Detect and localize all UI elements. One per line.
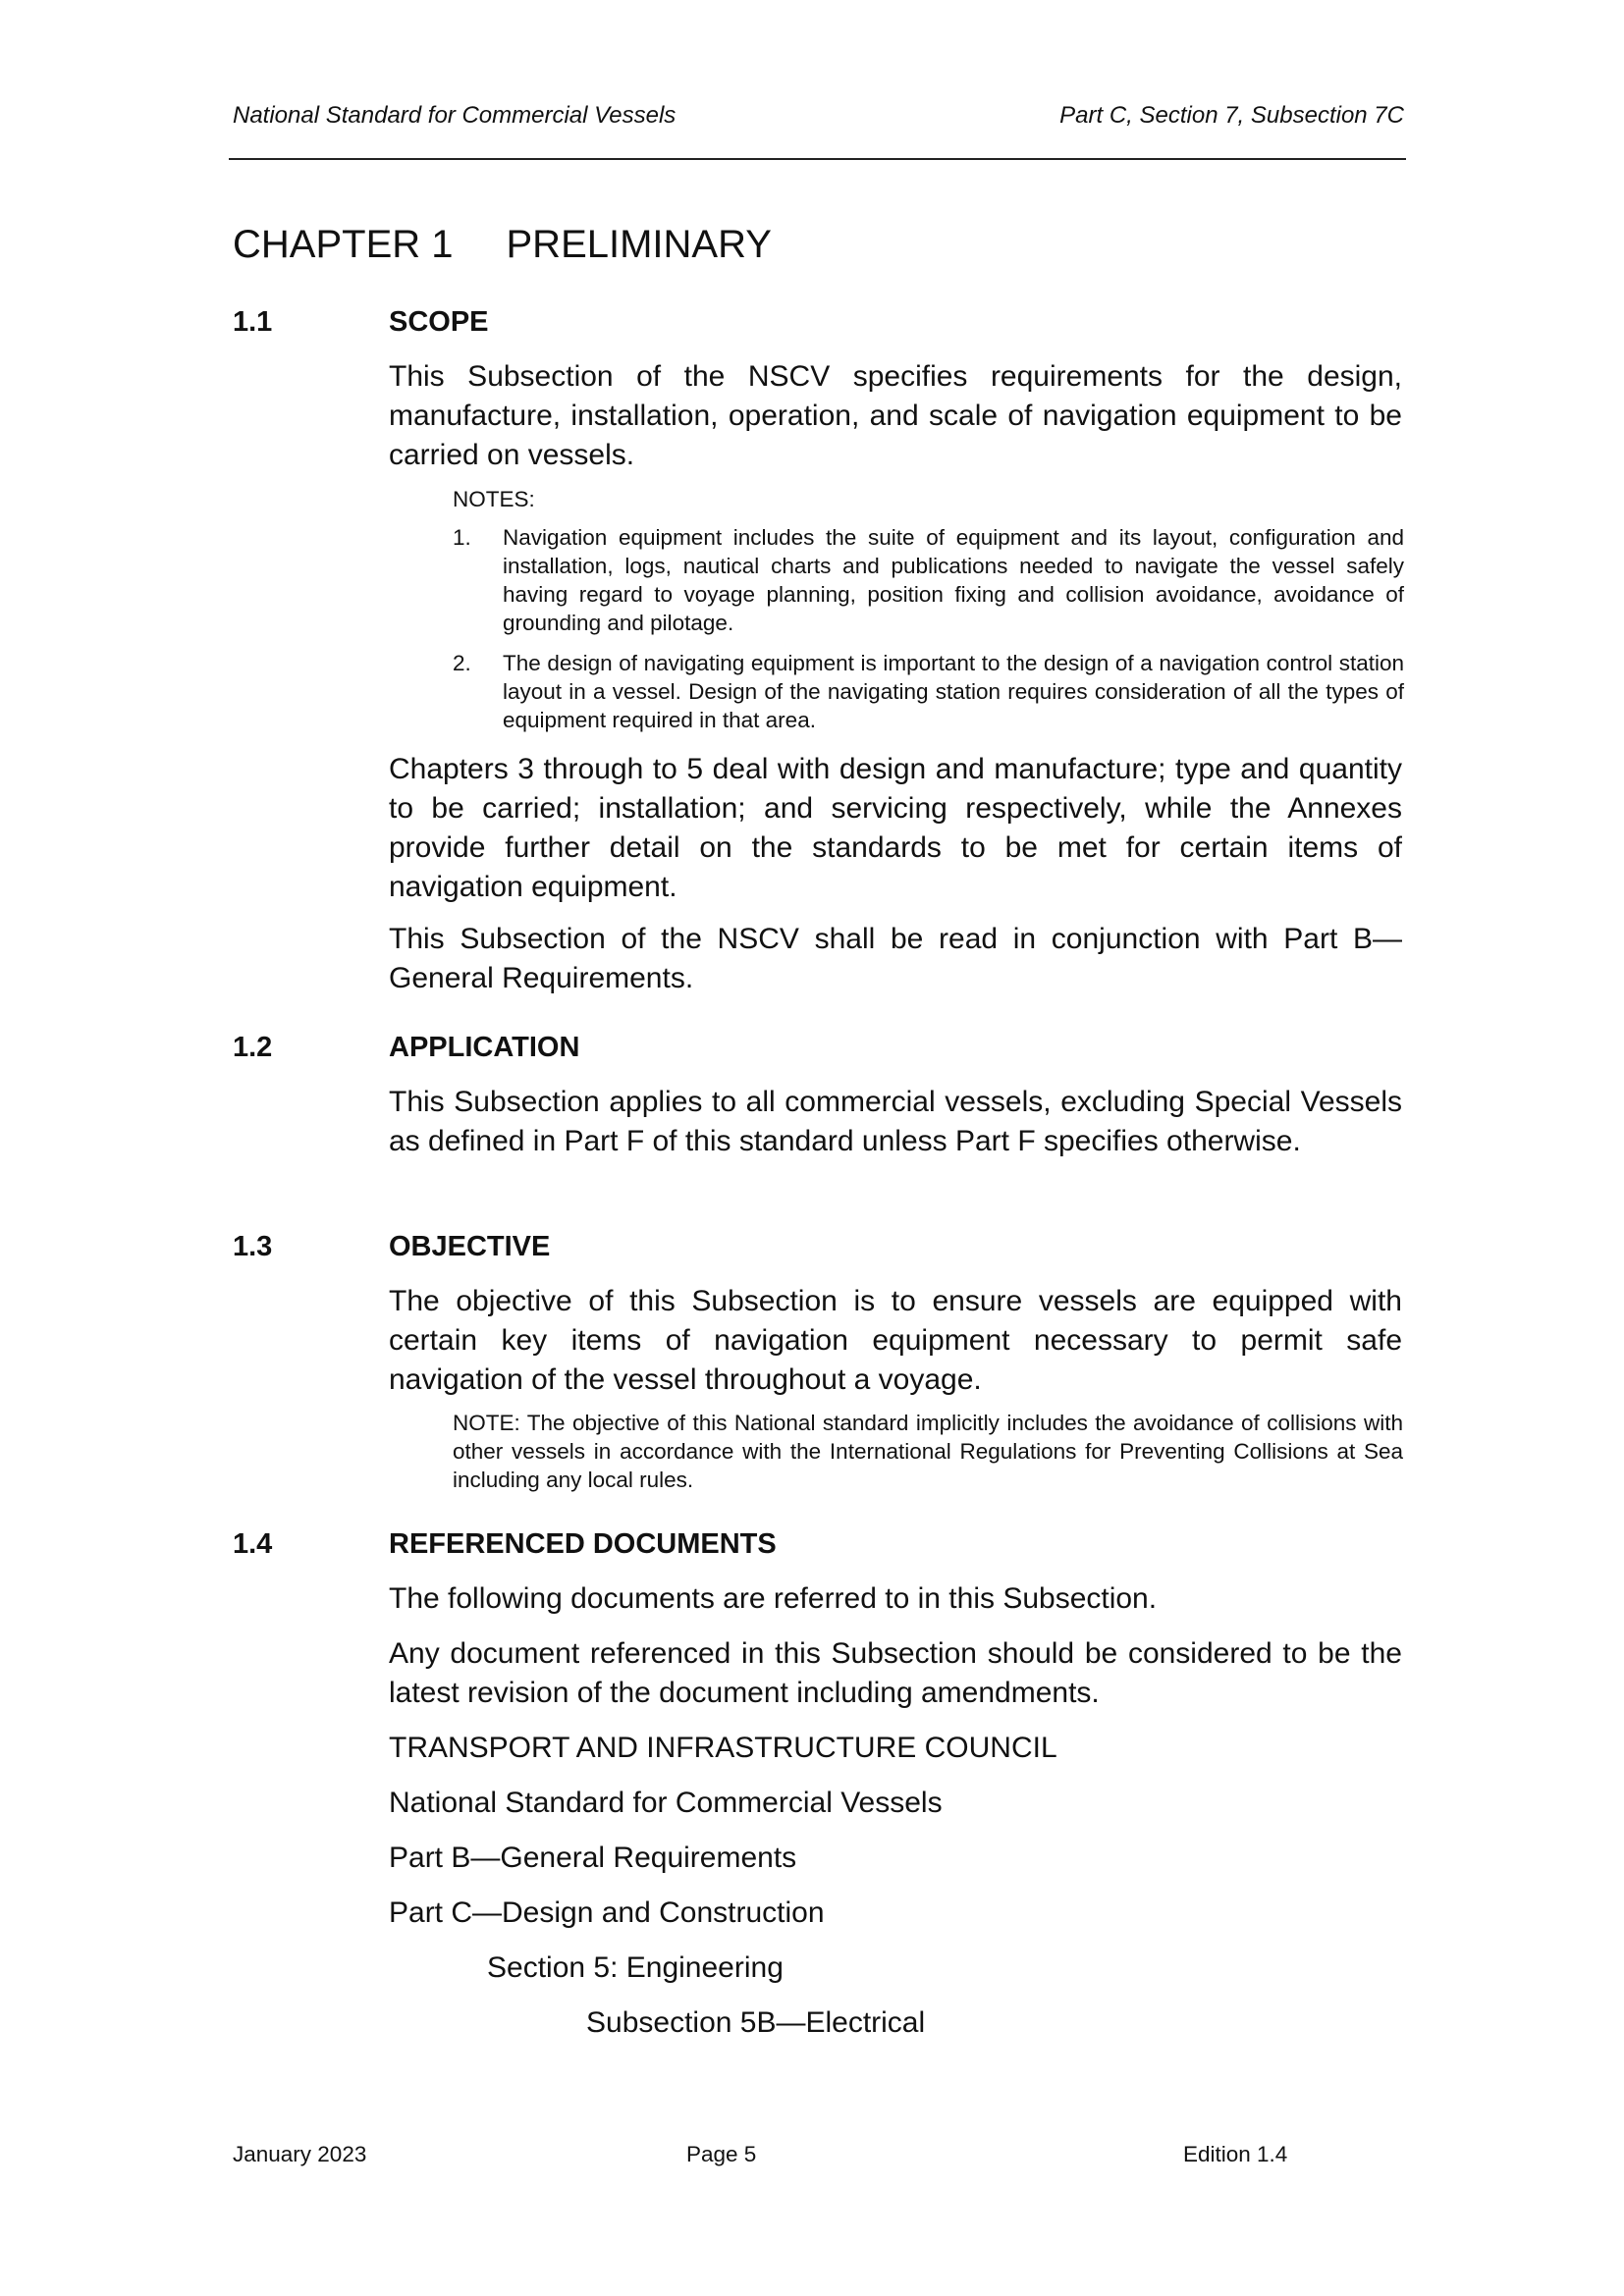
objective-paragraph: The objective of this Subsection is to ensure vessels are equipped with certain key items of navigation equipment necessary to permit safe navigation of the vessel throughout a voyage. [389,1285,1402,1396]
footer-date: January 2023 [233,2142,367,2166]
referenced-intro-paragraph: The following documents are referred to in this Subsection. [389,1582,1158,1615]
section-title: SCOPE [389,306,489,338]
scope-paragraph: This Subsection of the NSCV specifies requirements for the design, manufacture, installation, operation, and scale of navigation equipment to be carried on vessels. [389,360,1402,471]
section-number: 1.3 [233,1231,273,1262]
note-number: 1. [453,525,471,550]
application-paragraph: This Subsection applies to all commercial vessels, excluding Special Vessels as defined in Part F of this standard unless Part F specifies otherwise. [389,1086,1402,1157]
section-title: APPLICATION [389,1032,580,1063]
header-rule [229,158,1406,160]
scope-chapters-paragraph: Chapters 3 through to 5 deal with design and manufacture; type and quantity to be carried; installation; and servicing respectively, while the Annexes provide further detail on the standards to be met for certain items of navigation equipment. [389,753,1402,903]
reference-item: Subsection 5B—Electrical [586,2006,926,2039]
reference-item: Part B—General Requirements [389,1842,797,1874]
reference-item: TRANSPORT AND INFRASTRUCTURE COUNCIL [389,1732,1057,1764]
section-number: 1.1 [233,306,273,338]
chapter-heading [233,223,772,267]
chapter-title: PRELIMINARY [506,223,772,266]
section-number: 1.4 [233,1528,273,1560]
reference-item: Part C—Design and Construction [389,1896,825,1929]
footer-page-number: Page 5 [686,2142,757,2166]
note-text: Navigation equipment includes the suite of equipment and its layout, configuration and installation, logs, nautical charts and publications needed to navigate the vessel safely having regard to voyage planning, position fixing and collision avoidance, avoidance of grounding and pilotage. [503,525,1404,635]
header-document-title: National Standard for Commercial Vessels [233,102,677,129]
reference-item: National Standard for Commercial Vessels [389,1787,943,1819]
section-title: OBJECTIVE [389,1231,551,1262]
note-text: The design of navigating equipment is important to the design of a navigation control station layout in a vessel. Design of the navigating station requires consideration of all the types of equipment required in that area. [503,651,1404,732]
notes-label: NOTES: [453,487,535,511]
note-number: 2. [453,651,471,675]
reference-item: Section 5: Engineering [487,1951,784,1984]
chapter-number: CHAPTER 1 [233,223,454,266]
scope-conjunction-paragraph: This Subsection of the NSCV shall be read in conjunction with Part B—General Requirements. [389,923,1402,994]
objective-note: NOTE: The objective of this National standard implicitly includes the avoidance of collisions with other vessels in accordance with the International Regulations for Preventing Collisions at Sea including any local rules. [453,1411,1403,1492]
footer-edition: Edition 1.4 [1183,2142,1288,2166]
section-number: 1.2 [233,1032,273,1063]
section-title: REFERENCED DOCUMENTS [389,1528,777,1560]
referenced-revision-paragraph: Any document referenced in this Subsection should be considered to be the latest revision of the document including amendments. [389,1637,1402,1709]
header-section-ref: Part C, Section 7, Subsection 7C [1059,102,1404,129]
